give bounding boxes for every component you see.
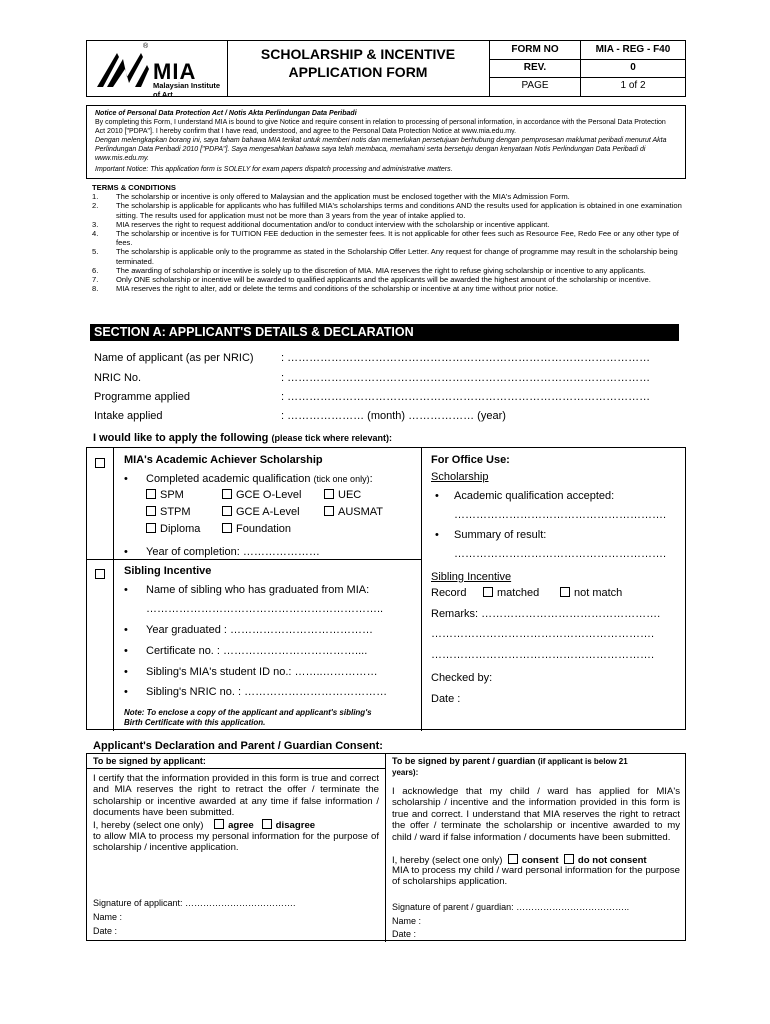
apply-heading: I would like to apply the following (please tick where relevant): — [93, 432, 393, 444]
sibling-name-input[interactable]: ……………………………………………………….. — [146, 603, 384, 615]
applicant-sign-title: To be signed by applicant: — [93, 756, 206, 766]
academic-achiever-title: MIA's Academic Achiever Scholarship — [124, 454, 323, 466]
term-item: 3. MIA reserves the right to request additional documentation and/or to conduct interview with the scholarship or incentive applicant. — [92, 219, 550, 229]
applicant-date-field[interactable]: Date : — [93, 926, 118, 936]
office-summary-field[interactable]: …………………………………………………. — [454, 548, 667, 560]
option-stpm[interactable]: STPM — [146, 506, 191, 518]
meta-key: REV. — [523, 62, 547, 73]
name-label: Name of applicant (as per NRIC) — [94, 352, 254, 364]
bullet-icon: • — [124, 645, 128, 657]
checkbox-icon — [324, 506, 334, 516]
office-use-title: For Office Use: — [431, 454, 510, 466]
option-ausmat[interactable]: AUSMAT — [324, 506, 383, 518]
form-meta-table — [489, 41, 686, 96]
logo-text: MIA — [153, 59, 197, 84]
bullet-icon: • — [435, 490, 439, 502]
checkbox-icon — [222, 489, 232, 499]
parent-declaration-text: I acknowledge that my child / ward has applied for MIA's scholarship / incentive and the information provided in this form is true and correct. I understand that MIA reserves the right to retract the offer / terminate the scholarship or incentive awarded to my child / ward if false information / documents have been submitted. — [392, 786, 680, 843]
term-item: 6. The awarding of scholarship or incentive is solely up to the discretion of MIA. MIA reserves the right to refuse giving scholarship or incentive to any applicants. — [92, 265, 646, 275]
registered-mark: ® — [143, 43, 149, 50]
sibling-note: Note: To enclose a copy of the applicant and applicant's sibling's Birth Certificate with this application. — [124, 708, 372, 727]
office-not-match-option[interactable]: not match — [560, 587, 622, 599]
parent-name-field[interactable]: Name : — [392, 916, 422, 926]
sibling-nric-field[interactable]: Sibling's NRIC no. : ………………………………… — [146, 686, 388, 698]
option-uec[interactable]: UEC — [324, 489, 361, 501]
bullet-icon: • — [435, 529, 439, 541]
office-remarks-line-3[interactable]: ……………………………………………………. — [431, 649, 655, 661]
year-graduated-field[interactable]: Year graduated : ………………………………… — [146, 624, 373, 636]
checkbox-icon — [324, 489, 334, 499]
applicant-consent-row: I, hereby (select one only) agree disagree — [93, 820, 316, 831]
applicant-declaration-text-2: to allow MIA to process my personal information for the purpose of scholarship / incentive application. — [93, 831, 379, 854]
checkbox-icon — [222, 506, 232, 516]
meta-value: MIA - REG - F40 — [595, 44, 671, 55]
not-consent-option[interactable]: do not consent — [564, 855, 647, 866]
nric-label: NRIC No. — [94, 372, 142, 384]
application-options-box — [86, 447, 686, 730]
academic-achiever-checkbox[interactable] — [95, 458, 105, 468]
meta-row-form-no — [490, 41, 686, 60]
section-a-title: SECTION A: APPLICANT'S DETAILS & DECLARATION — [90, 324, 679, 341]
logo-block — [87, 41, 228, 99]
parent-declaration-text-2: MIA to process my child / ward personal information for the purpose of scholarships application. — [392, 865, 680, 888]
term-item: 2. The scholarship is applicable for applicants who has fulfilled MIA's scholarships terms and conditions AND the results used for application is obtained in one examination sitting. The results used for application must not be more than 3 years from the year of intake applied to. — [92, 201, 682, 220]
office-record-label: Record — [431, 587, 467, 599]
term-item: 7. Only ONE scholarship or incentive will be awarded to qualified applicants and the applicants will be awarded the highest amount of the scholarship or incentive. — [92, 275, 651, 285]
checkbox-icon — [508, 854, 518, 864]
option-gce-o[interactable]: GCE O-Level — [222, 489, 301, 501]
office-matched-option[interactable]: matched — [483, 587, 539, 599]
notice-title: Notice of Personal Data Protection Act / Notis Akta Perlindungan Data Peribadi — [95, 110, 357, 117]
office-remarks-field[interactable]: Remarks: …………………………………………. — [431, 608, 661, 620]
term-item: 8. MIA reserves the right to alter, add or delete the terms and conditions of the scholarship or incentive at any time without prior notice. — [92, 284, 558, 294]
nric-input[interactable]: : ……………………………………………………………………………………… — [281, 372, 651, 384]
office-scholarship-title: Scholarship — [431, 471, 489, 483]
option-spm[interactable]: SPM — [146, 489, 184, 501]
notice-malay: Dengan melengkapkan borang ini, saya faham bahawa MIA terikat untuk memberi notis dan memerlukan persetujuan berhubung dengan pemprosesan maklumat peribadi menurut Akta Perlindungan Data Peribadi 2010 ["PDPA"]. Saya mengesahkan bahawa saya telah membaca, memahami serta bersetuju dengan kenyataan Notis Perlindungan Data Peribadi di www.mis.edu.my. — [95, 137, 667, 162]
important-notice: Important Notice: This application form is SOLELY for exam papers dispatch processing and administrative matters. — [95, 166, 453, 173]
office-date: Date : — [431, 693, 461, 705]
checkbox-icon — [146, 489, 156, 499]
meta-key: PAGE — [521, 80, 549, 91]
checkbox-icon — [564, 854, 574, 864]
checkbox-icon — [214, 819, 224, 829]
form-header — [86, 40, 686, 97]
certificate-no-field[interactable]: Certificate no. : ……………………………….... — [146, 645, 368, 657]
term-item: 4. The scholarship or incentive is for TUITION FEE deduction in the semester fees. It is not applicable for other fees such as Resource Fee, Redo Fee or any other type of fees. — [92, 229, 679, 248]
checkbox-icon — [483, 587, 493, 597]
bullet-icon: • — [124, 666, 128, 678]
sibling-incentive-title: Sibling Incentive — [124, 565, 212, 577]
name-input[interactable]: : ……………………………………………………………………………………… — [281, 352, 651, 364]
terms-heading: TERMS & CONDITIONS — [92, 183, 176, 192]
form-title — [227, 41, 489, 96]
meta-value: 0 — [630, 62, 636, 73]
bullet-icon: • — [124, 624, 128, 636]
programme-label: Programme applied — [94, 391, 190, 403]
checkbox-icon — [146, 523, 156, 533]
bullet-icon: • — [124, 546, 128, 558]
parent-sign-hint: years): — [392, 768, 419, 777]
agree-option[interactable]: agree — [214, 820, 254, 831]
parent-signature-field[interactable]: Signature of parent / guardian: ……………………………….. — [392, 902, 630, 912]
sibling-student-id-field[interactable]: Sibling's MIA's student ID no.: ……..…………… — [146, 666, 378, 678]
option-diploma[interactable]: Diploma — [146, 523, 200, 535]
office-accepted-field[interactable]: …………………………………………………. — [454, 509, 667, 521]
disagree-option[interactable]: disagree — [262, 820, 315, 831]
office-checked-by: Checked by: — [431, 672, 493, 684]
logo-subtitle: Malaysian Institute of Art — [153, 81, 221, 99]
parent-sign-title: To be signed by parent / guardian (if applicant is below 21 — [392, 756, 628, 766]
parent-consent-row: I, hereby (select one only) consent do not consent — [392, 855, 647, 866]
programme-input[interactable]: : ……………………………………………………………………………………… — [281, 391, 651, 403]
declaration-box — [86, 753, 686, 941]
parent-date-field[interactable]: Date : — [392, 929, 417, 939]
title-line-1: SCHOLARSHIP & INCENTIVE — [260, 46, 456, 62]
meta-key: FORM NO — [511, 44, 559, 55]
bullet-icon: • — [124, 686, 128, 698]
office-sibling-title: Sibling Incentive — [431, 571, 512, 583]
sibling-incentive-checkbox[interactable] — [95, 569, 105, 579]
intake-label: Intake applied — [94, 410, 163, 422]
pdpa-notice — [86, 105, 686, 179]
meta-value: 1 of 2 — [620, 80, 646, 91]
intake-input[interactable]: : ………………… (month) ……………… (year) — [281, 410, 506, 422]
declaration-heading: Applicant's Declaration and Parent / Guardian Consent: — [93, 740, 383, 752]
office-summary-label: Summary of result: — [454, 529, 547, 541]
sibling-name-label: Name of sibling who has graduated from MIA: — [146, 584, 370, 596]
checkbox-icon — [222, 523, 232, 533]
meta-row-rev — [490, 59, 686, 78]
qualification-label: Completed academic qualification (tick one only): — [146, 473, 373, 485]
terms-and-conditions — [92, 183, 682, 293]
checkbox-icon — [560, 587, 570, 597]
title-line-2: APPLICATION FORM — [288, 64, 428, 80]
option-foundation[interactable]: Foundation — [222, 523, 291, 535]
consent-option[interactable]: consent — [508, 855, 559, 866]
applicant-declaration-text: I certify that the information provided in this form is true and correct and MIA reserves the right to retract the offer / terminate the scholarship or incentive awarded at any time if false information / documents have been submitted. — [93, 773, 379, 819]
applicant-name-field[interactable]: Name : — [93, 912, 123, 922]
checkbox-icon — [262, 819, 272, 829]
option-gce-a[interactable]: GCE A-Level — [222, 506, 300, 518]
term-item: 5. The scholarship is applicable only to the programme as stated in the Scholarship Offer Letter. Any request for change of programme may result in the scholarship being terminated. — [92, 247, 678, 266]
meta-row-page — [490, 77, 686, 95]
mia-logo-icon — [95, 47, 153, 91]
year-completion-field[interactable]: Year of completion: ………………… — [146, 546, 320, 558]
notice-english: By completing this Form, I understand MIA is bound to give Notice and require consent in relation to processing of personal information, in accordance with the Personal Data Protection Act 2010 ["PDPA"]. I hereby confirm that I have read, understood, and agree to the Personal Data Protection Notice at www.mia.edu.my. — [95, 119, 666, 135]
office-accepted-label: Academic qualification accepted: — [454, 490, 615, 502]
applicant-signature-field[interactable]: Signature of applicant: ………………………………. — [93, 898, 296, 908]
bullet-icon: • — [124, 584, 128, 596]
bullet-icon: • — [124, 473, 128, 485]
office-remarks-line-2[interactable]: ……………………………………………………. — [431, 628, 655, 640]
checkbox-icon — [146, 506, 156, 516]
term-item: 1. The scholarship or incentive is only offered to Malaysian and the application must be enclosed together with the MIA's Admission Form. — [92, 192, 570, 202]
